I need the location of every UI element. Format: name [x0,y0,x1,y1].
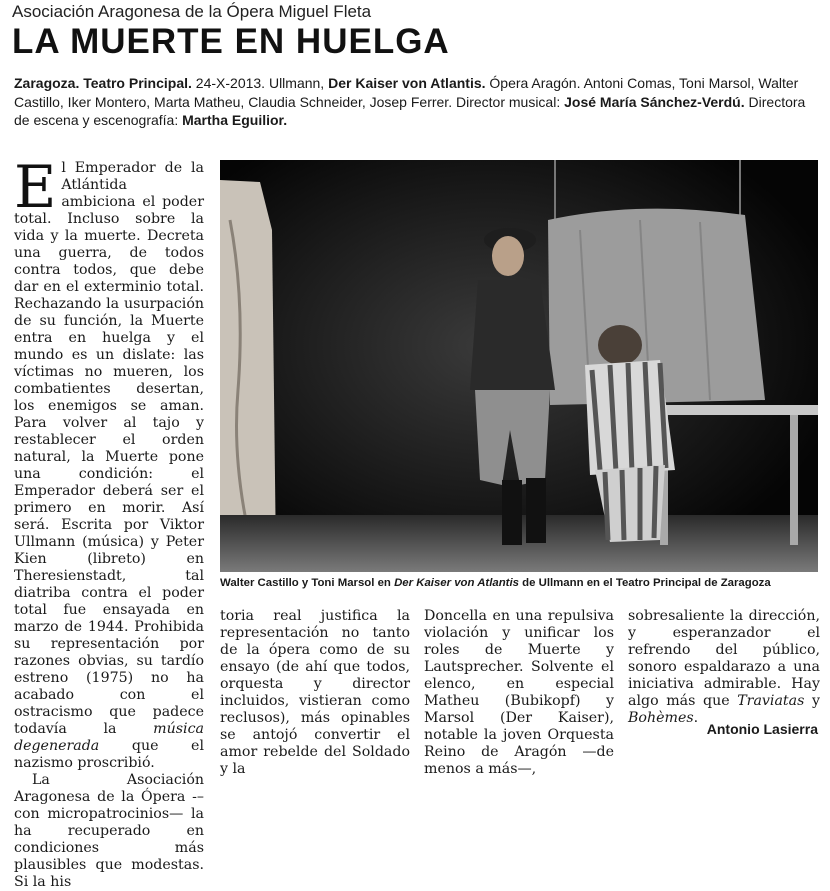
column-3-text: Doncella en una repulsiva violación y unificar los roles de Muerte y Lautsprecher. Solvente el elenco, en especial Matheu (Bubikopf) y Marsol (Der Kaiser), notable la joven Orquesta Reino de Aragón —de menos a más—, [424,608,614,777]
credits-director-label: Directora de escena y escenografía: [14,93,806,128]
credits-work: Der Kaiser von Atlantis. [328,75,486,91]
caption-rest: de Ullmann en el Teatro Principal de Zaragoza [518,577,771,589]
body-text: l Emperador de la Atlántida ambiciona el poder total. Incluso sobre la vida y la muerte. Decreta una guerra, de todos contra todos, que debe dar en el exterminio total. Rechazando la usurpación de su función, la Muerte entra en huelga y el mundo es un dislate: las víctimas no mueren, los combatientes desertan, los enemigos se aman. Para volver al tajo y restablecer el orden natural, la Muerte pone una condición: el Emperador deberá ser el primero en morir. Así será. Escrita por Viktor Ullmann (música) y Peter Kien (libreto) en Theresienstadt, tal diatriba contra el poder total fue ensayada en marzo de 1944. Prohibida su representación por razones obvias, su tardío estreno (1975) no ha acabado con el ostracismo que padece todavía la [14,160,204,737]
italic-phrase: música degenerada [14,721,204,754]
credits-city-theatre: Zaragoza. Teatro Principal. [14,75,192,91]
body-column-3 [424,608,614,778]
credits-director: Martha Eguilior. [182,112,288,128]
credits-date: 24-X-2013. Ullmann, [191,75,329,91]
body-column-2 [220,608,410,778]
body-column-1 [14,153,204,891]
caption-title: Der Kaiser von Atlantis [394,577,519,589]
section-kicker: Asociación Aragonesa de la Ópera Miguel Fleta [12,2,372,21]
column-4-text-end: . [693,710,699,726]
author-signature: Antonio Lasierra [706,721,818,737]
body-paragraph-2: La Asociación Aragonesa de la Ópera -–con micropatrocinios— la ha recuperado en condiciones más plausibles que modestas. Si la his [14,772,204,890]
column-4-text-mid: y [804,693,820,709]
caption-names: Walter Castillo y Toni Marsol en [220,577,395,589]
column-4-text-a: sobresaliente la dirección, y esperanzador el refrendo del público, sonoro espaldarazo a una iniciativa admirable. Hay algo más que [628,608,820,709]
photo-caption [220,577,820,589]
italic-traviatas: Traviatas [737,693,805,709]
body-column-4 [628,608,820,727]
italic-bohemes: Bohèmes [628,710,694,726]
performance-credits [14,74,814,130]
column-2-text: toria real justifica la representación no tanto de la ópera como de su ensayo (de ahí que todos, orquesta y director incluidos, vistieran como reclusos), más opinables se antojó convertir el amor rebelde del Soldado y la [220,608,410,777]
body-paragraph-1 [14,153,204,772]
drop-cap: E [14,153,57,221]
performance-photo [220,160,818,572]
credits-conductor: José María Sánchez-Verdú. [564,93,745,110]
body-text-end: que el nazismo proscribió. [14,738,204,771]
credits-company: Ópera Aragón. Antoni Comas, Toni Marsol, Walter Castillo, Iker Montero, Marta Matheu, Claudia Schneider, Josep Ferrer. Director musical: [14,75,799,110]
column-4-text [628,608,820,727]
article-headline: LA MUERTE EN HUELGA [12,22,450,61]
